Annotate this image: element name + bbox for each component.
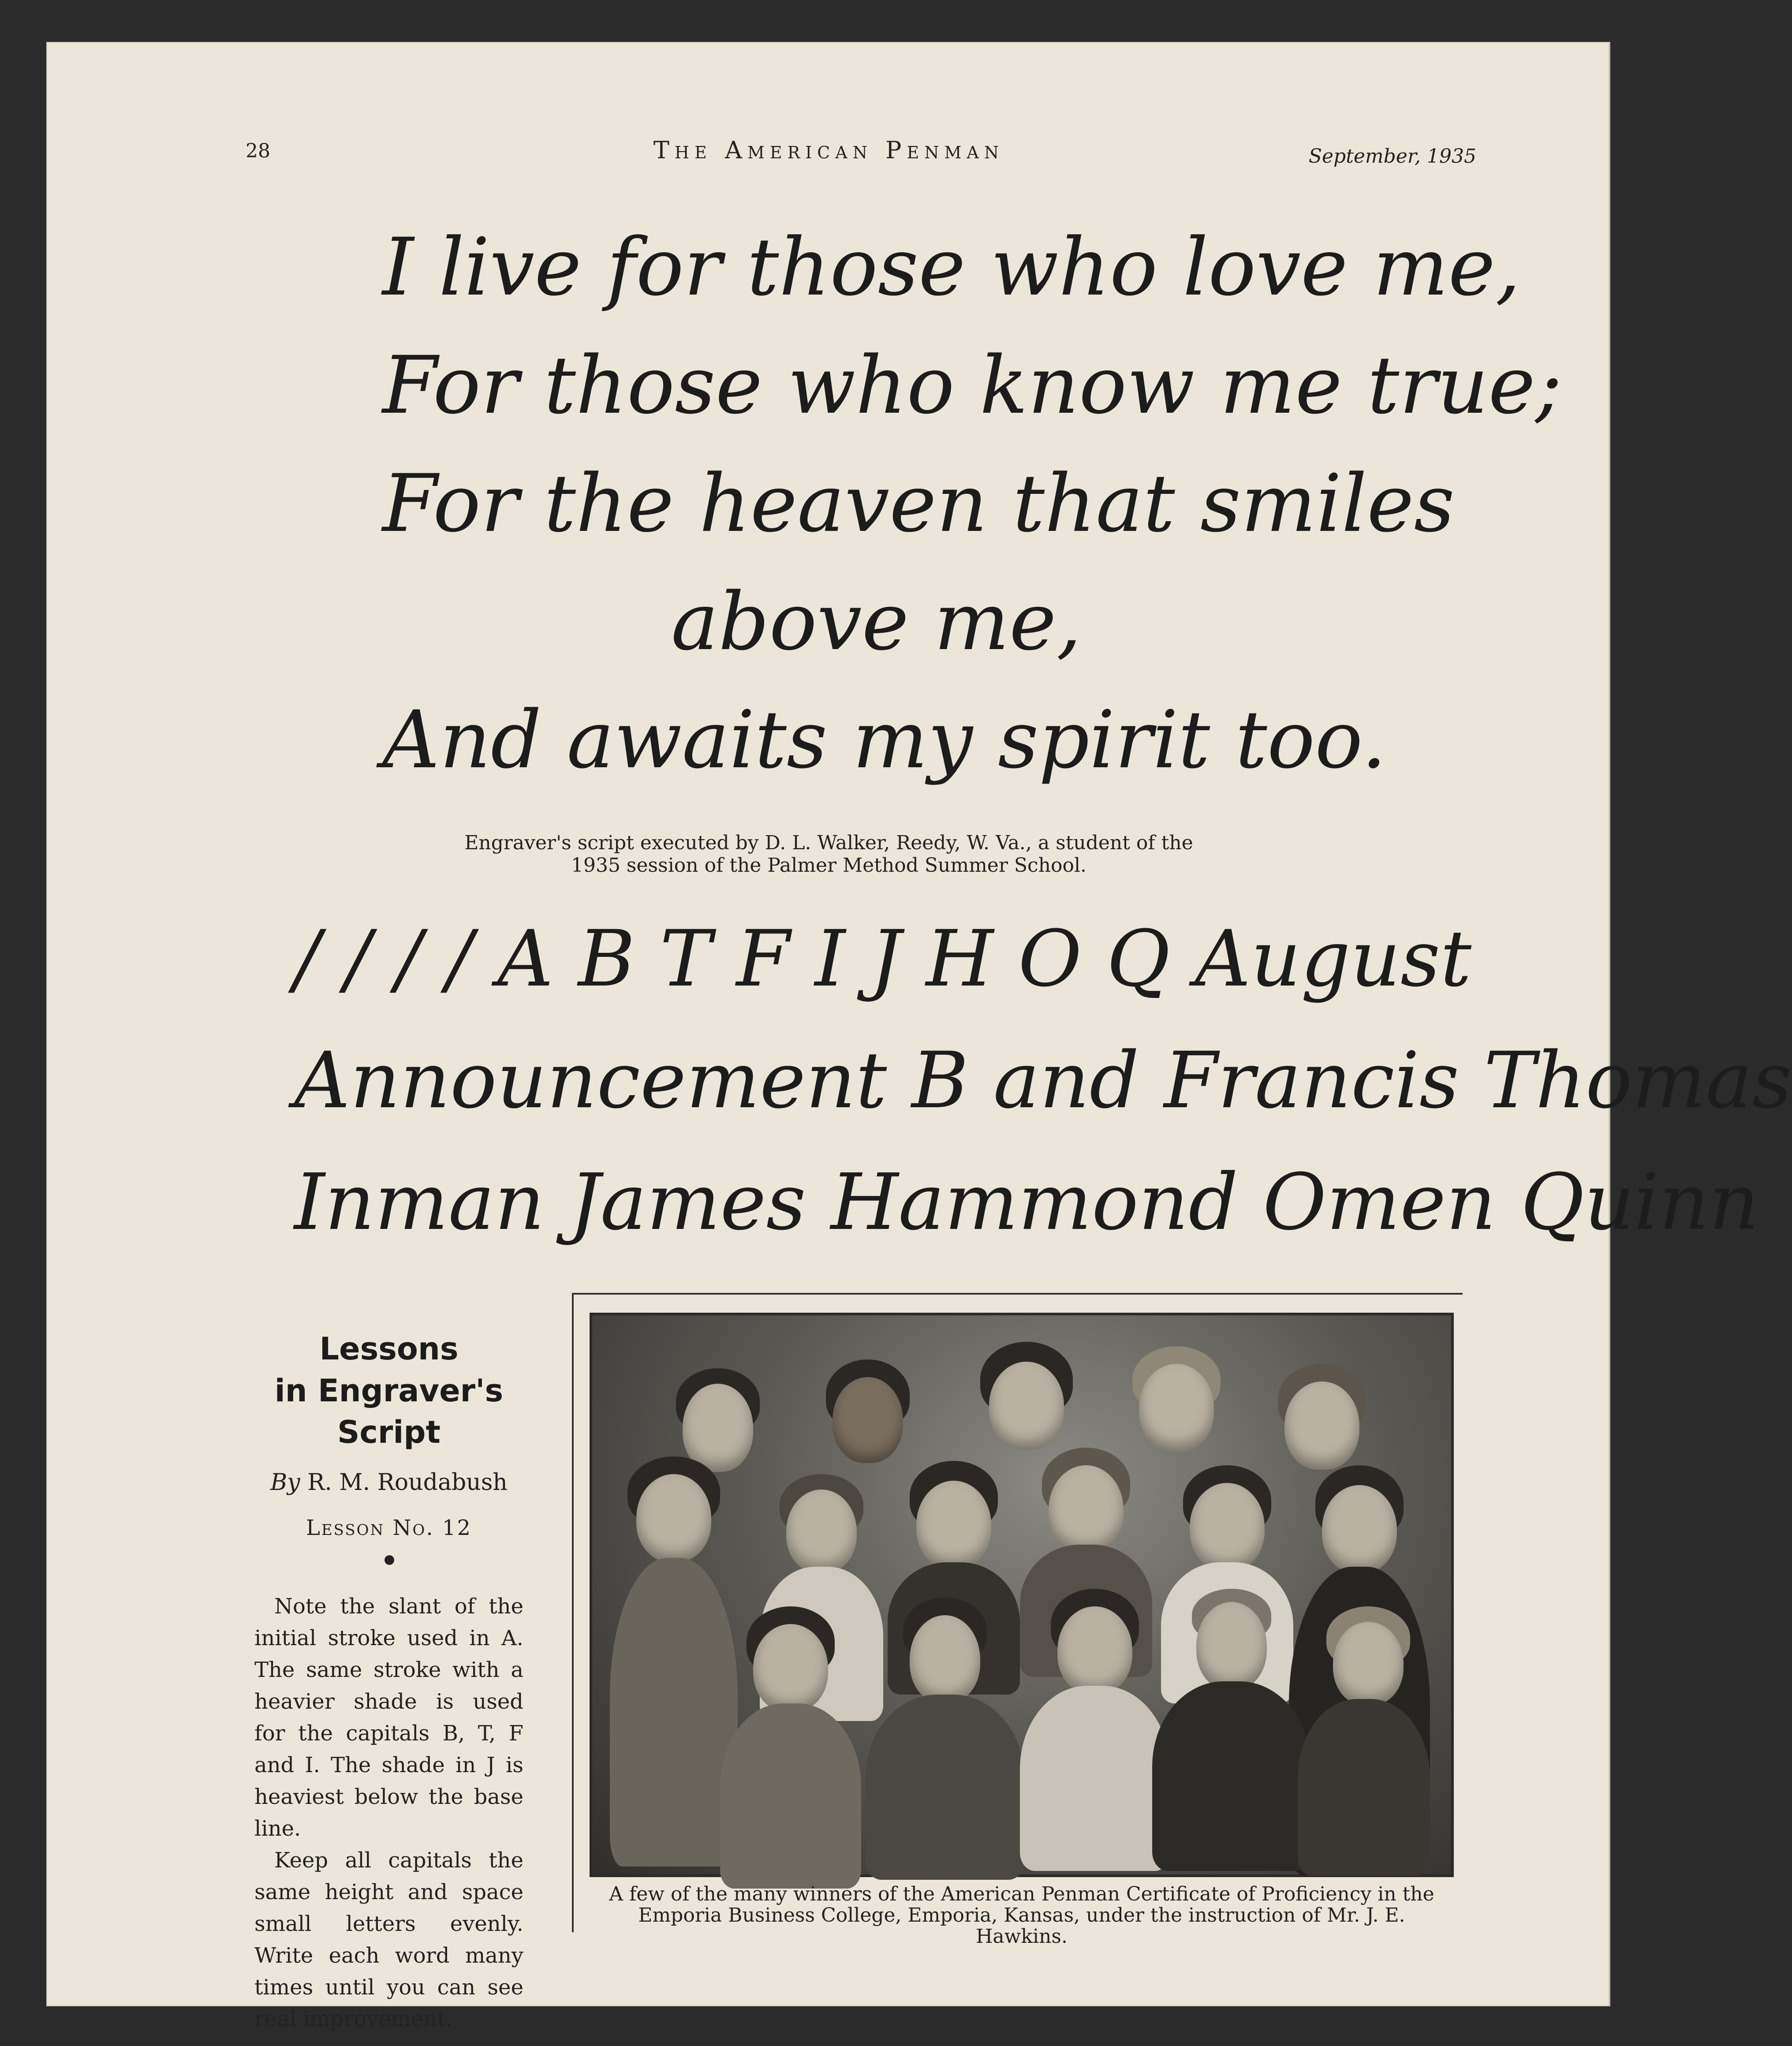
credit-line: Engraver's script executed by D. L. Walker, Reedy, W. Va., a student of the	[464, 832, 1193, 854]
divider-rule	[572, 1293, 574, 1932]
running-head: The American Penman	[653, 136, 1004, 164]
page-number: 28	[246, 140, 270, 162]
verse-line: And awaits my spirit too.	[382, 694, 1387, 786]
divider-rule	[572, 1293, 1463, 1295]
alphabet-line: Announcement B and Francis Thomas	[294, 1035, 1792, 1126]
group-photo	[590, 1313, 1454, 1877]
issue-date: September, 1935	[1308, 145, 1476, 168]
byline	[254, 1469, 523, 1496]
script-credit	[47, 832, 1610, 877]
lesson-paragraph: Keep all capitals the same height and space small letters evenly. Write each word many times until you can see real improvement.	[254, 1848, 523, 2031]
bullet-icon	[385, 1555, 394, 1565]
verse-line: above me,	[671, 576, 1082, 668]
alphabet-line: Inman James Hammond Omen Quinn	[294, 1157, 1759, 1247]
verse-line: For the heaven that smiles	[382, 458, 1455, 550]
lesson-title-line: Script	[337, 1414, 441, 1450]
magazine-page	[46, 42, 1792, 2031]
lesson-title-line: in Engraver's	[274, 1372, 504, 1409]
alphabet-script	[47, 914, 1792, 1285]
lesson-body	[254, 1591, 523, 2035]
lesson-number: Lesson No. 12	[306, 1516, 472, 1540]
lesson-title	[254, 1328, 523, 1453]
credit-line: 1935 session of the Palmer Method Summer School.	[571, 854, 1087, 877]
lesson-paragraph: Note the slant of the initial stroke used in A. The same stroke with a heavier shade is used for the capitals B, T, F and I. The shade in J is heaviest below the base line.	[254, 1594, 523, 1841]
photo-caption	[590, 1884, 1454, 1947]
verse-line: I live for those who love me,	[382, 221, 1521, 314]
author-name: R. M. Roudabush	[307, 1469, 508, 1496]
verse-line: For those who know me true;	[382, 340, 1562, 432]
alphabet-line: / / / / A B T F I J H O Q August	[294, 914, 1472, 1004]
verse-script	[47, 221, 1610, 819]
caption-line: Emporia Business College, Emporia, Kansas, under the instruction of Mr. J. E. Hawkins.	[638, 1904, 1405, 1948]
lesson-title-line: Lessons	[319, 1331, 459, 1367]
byline-prefix: By	[270, 1469, 300, 1496]
caption-line: A few of the many winners of the American Penman Certificate of Proficiency in the	[609, 1883, 1434, 1905]
